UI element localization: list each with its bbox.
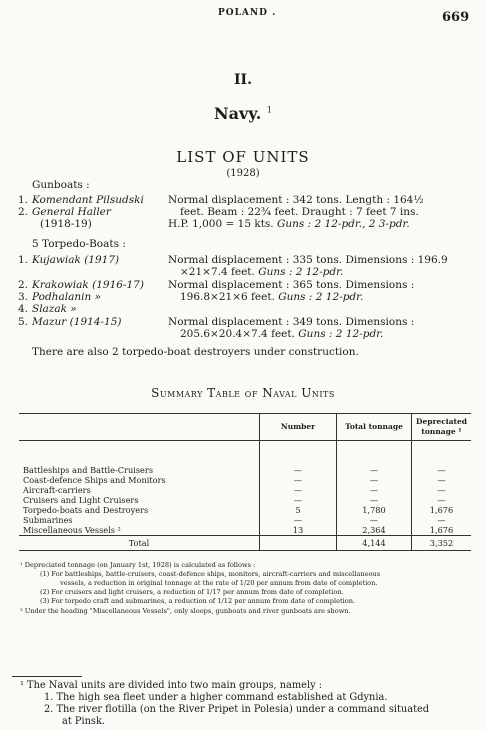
torpedo-5-name: Mazur (1914-15): [32, 316, 122, 328]
footnote-2: ² Under the heading "Miscellaneous Vessels", only sloops, gunboats and river gunboats are shown.: [20, 607, 351, 615]
summary-table: [19, 413, 471, 551]
row-category: Coast-defence Ships and Monitors: [23, 475, 166, 485]
row-category: Battleships and Battle-Cruisers: [23, 465, 154, 475]
row-number: —: [260, 515, 337, 525]
torpedo-1-spec-a: Normal displacement : 335 tons. Dimensions : 196.9: [168, 254, 448, 266]
torpedo-1-name: Kujawiak (1917): [32, 254, 120, 266]
list-title: LIST OF UNITS: [176, 148, 310, 166]
section-number: II.: [234, 72, 252, 88]
gunboat-spec-line-2: feet. Beam : 22¾ feet. Draught : 7 feet 7 ins.: [180, 206, 419, 218]
torpedo-5-spec-a: Normal displacement : 349 tons. Dimensions :: [168, 316, 415, 328]
summary-title: Summary Table of Naval Units: [151, 386, 335, 400]
torpedo-2-dimensions: 196.8×21×6 feet.: [180, 291, 275, 303]
total-label: Total: [19, 536, 260, 551]
summary-header-row: [19, 414, 471, 441]
table-row: [19, 515, 471, 525]
torpedo-2-spec-a: Normal displacement : 365 tons. Dimensions :: [168, 279, 415, 291]
row-total: —: [337, 495, 412, 505]
row-depreciated: 1,676: [412, 505, 472, 515]
row-number: 5: [260, 505, 337, 515]
total-tonnage: 4,144: [337, 536, 412, 551]
torpedo-5-dimensions: 205.6×20.4×7.4 feet.: [180, 328, 295, 340]
table-row: [19, 475, 471, 485]
depreciated-line-2: tonnage ¹: [421, 427, 462, 436]
torpedo-2-name: Krakowiak (1916-17): [32, 279, 144, 291]
list-year: (1928): [226, 168, 260, 179]
destroyers-note: There are also 2 torpedo-boat destroyers under construction.: [32, 346, 359, 358]
row-number: 13: [260, 525, 337, 536]
torpedo-1-dimensions: ×21×7.4 feet.: [180, 266, 255, 278]
gunboat-2-year: (1918-19): [40, 218, 92, 230]
gunboat-1-name: Komendant Pilsudski: [32, 194, 144, 206]
section-title: [0, 104, 486, 123]
summary-header-total: Total tonnage: [337, 414, 412, 441]
total-depreciated: 3,352: [412, 536, 472, 551]
row-total: —: [337, 515, 412, 525]
torpedo-5-number: 5.: [18, 316, 29, 328]
table-row: [19, 495, 471, 505]
torpedo-2-guns: Guns : 2 12-pdr.: [278, 291, 364, 303]
table-row: [19, 485, 471, 495]
row-total: —: [337, 475, 412, 485]
row-category: Cruisers and Light Cruisers: [23, 495, 139, 505]
section-title-text: Navy.: [214, 104, 262, 123]
bottom-note-2: 1. The high sea fleet under a higher command established at Gdynia.: [44, 692, 388, 703]
row-number: —: [260, 465, 337, 475]
torpedo-heading: 5 Torpedo-Boats :: [32, 238, 126, 250]
bottom-note-3: 2. The river flotilla (on the River Pripet in Polesia) under a command situated: [44, 704, 430, 715]
depreciated-line-1: Depreciated: [416, 417, 467, 426]
torpedo-1-guns: Guns : 2 12-pdr.: [258, 266, 344, 278]
gunboat-2-name: General Haller: [32, 206, 111, 218]
table-row: [19, 525, 471, 536]
row-number: —: [260, 495, 337, 505]
footnote-1: ¹ Depreciated tonnage (on January 1st, 1928) is calculated as follows :: [20, 561, 256, 569]
row-number: —: [260, 475, 337, 485]
footnote-1b: (2) For cruisers and light cruisers, a reduction of 1/17 per annum from date of completion.: [40, 588, 344, 596]
running-header: POLAND .: [218, 8, 277, 18]
footnote-1a: (1) For battleships, battle-cruisers, coast-defence ships, monitors, aircraft-carriers and miscellaneous: [40, 570, 381, 578]
torpedo-2-spec-b: [180, 291, 363, 303]
row-total: 1,780: [337, 505, 412, 515]
row-total: —: [337, 485, 412, 495]
summary-header-number: Number: [260, 414, 337, 441]
row-total: 2,364: [337, 525, 412, 536]
footnote-1c: (3) For torpedo craft and submarines, a reduction of 1/12 per annum from date of completion.: [40, 597, 356, 605]
torpedo-5-guns: Guns : 2 12-pdr.: [298, 328, 384, 340]
footnote-rule: [12, 676, 82, 677]
row-number: —: [260, 485, 337, 495]
torpedo-4-number: 4.: [18, 303, 29, 315]
torpedo-1-spec-b: [180, 266, 343, 278]
row-category: Torpedo-boats and Destroyers: [23, 505, 149, 515]
summary-total-row: [19, 536, 471, 551]
gunboat-1-number: 1.: [18, 194, 29, 206]
row-category: Submarines: [23, 515, 73, 525]
torpedo-3-name: Podhalanin »: [32, 291, 101, 303]
torpedo-5-spec-b: [180, 328, 383, 340]
section-title-footnote-mark: 1: [266, 105, 272, 115]
row-depreciated: —: [412, 465, 472, 475]
row-category: Aircraft-carriers: [23, 485, 91, 495]
gunboat-spec-line-1: Normal displacement : 342 tons. Length : 164½: [168, 194, 424, 206]
row-depreciated: —: [412, 475, 472, 485]
gunboats-heading: Gunboats :: [32, 179, 90, 191]
summary-header-depreciated: [412, 414, 472, 441]
total-number: [260, 536, 337, 551]
gunboat-guns: Guns : 2 12-pdr., 2 3-pdr.: [277, 218, 410, 230]
page-number: 669: [442, 10, 470, 25]
table-row: [19, 465, 471, 475]
row-depreciated: 1,676: [412, 525, 472, 536]
torpedo-1-number: 1.: [18, 254, 29, 266]
gunboat-hp: H.P. 1,000 = 15 kts.: [168, 218, 274, 230]
row-category: Miscellaneous Vessels ²: [23, 525, 121, 535]
torpedo-2-number: 2.: [18, 279, 29, 291]
table-row: [19, 505, 471, 515]
row-total: —: [337, 465, 412, 475]
torpedo-4-name: Slazak »: [32, 303, 77, 315]
row-depreciated: —: [412, 495, 472, 505]
summary-header-category: [19, 414, 260, 441]
torpedo-3-number: 3.: [18, 291, 29, 303]
row-depreciated: —: [412, 485, 472, 495]
footnote-1a-cont: vessels, a reduction in original tonnage at the rate of 1/20 per annum from date of completion.: [60, 579, 378, 587]
bottom-note-1: ¹ The Naval units are divided into two main groups, namely :: [20, 680, 323, 691]
gunboat-2-number: 2.: [18, 206, 29, 218]
row-depreciated: —: [412, 515, 472, 525]
bottom-note-4: at Pinsk.: [62, 716, 106, 727]
gunboat-spec-line-3: [168, 218, 410, 230]
summary-spacer-row: [19, 441, 471, 466]
